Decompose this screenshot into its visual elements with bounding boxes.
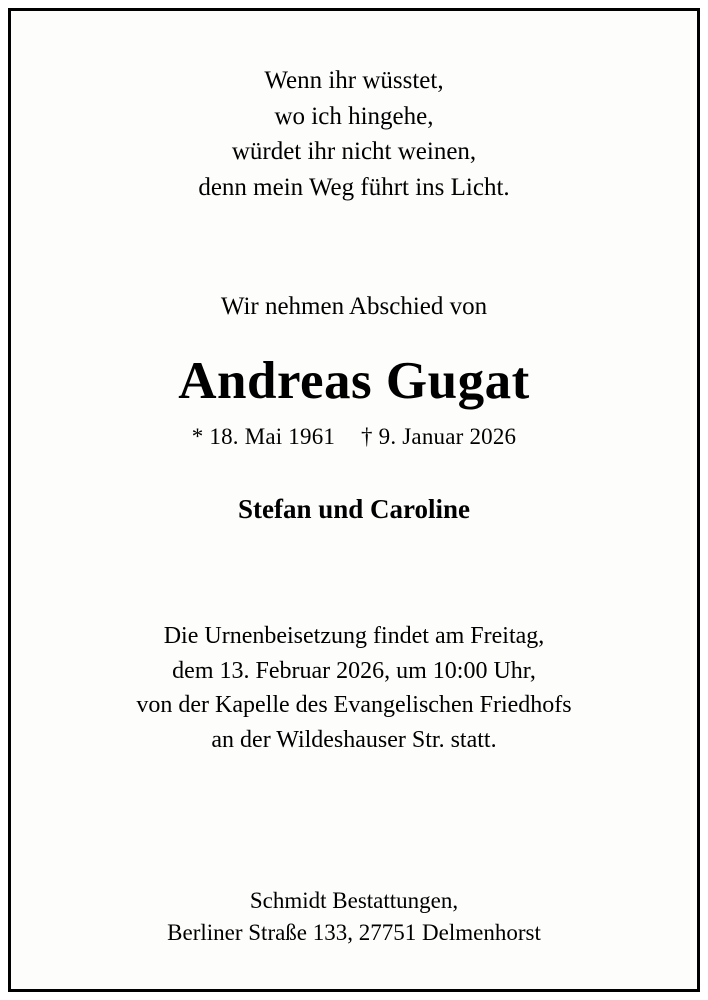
- birth-symbol: *: [191, 423, 204, 449]
- verse-line-3: würdet ihr nicht weinen,: [231, 138, 477, 165]
- ceremony-line-2: dem 13. Februar 2026, um 10:00 Uhr,: [172, 657, 536, 684]
- death-symbol: †: [361, 423, 373, 449]
- funeral-home-address: Berliner Straße 133, 27751 Delmenhorst: [167, 919, 541, 945]
- verse-block: [11, 63, 697, 205]
- funeral-home-block: [11, 885, 697, 949]
- funeral-home-name: Schmidt Bestattungen,: [249, 887, 459, 913]
- verse-line-1: Wenn ihr wüsstet,: [264, 67, 444, 94]
- death-date: 9. Januar 2026: [378, 423, 517, 449]
- obituary-frame: [8, 8, 700, 992]
- ceremony-line-4: an der Wildeshauser Str. statt.: [211, 727, 497, 754]
- deceased-name: Andreas Gugat: [178, 351, 530, 410]
- farewell-text: Wir nehmen Abschied von: [220, 293, 488, 320]
- birth-date: 18. Mai 1961: [209, 423, 336, 449]
- verse-line-4: denn mein Weg führt ins Licht.: [198, 173, 510, 201]
- ceremony-details: [11, 619, 697, 758]
- ceremony-line-1: Die Urnenbeisetzung findet am Freitag,: [163, 622, 545, 649]
- ceremony-line-3: von der Kapelle des Evangelischen Friedhofs: [136, 692, 572, 719]
- verse-line-2: wo ich hingehe,: [274, 102, 434, 130]
- life-dates: [11, 424, 697, 450]
- mourners-text: Stefan und Caroline: [237, 493, 471, 524]
